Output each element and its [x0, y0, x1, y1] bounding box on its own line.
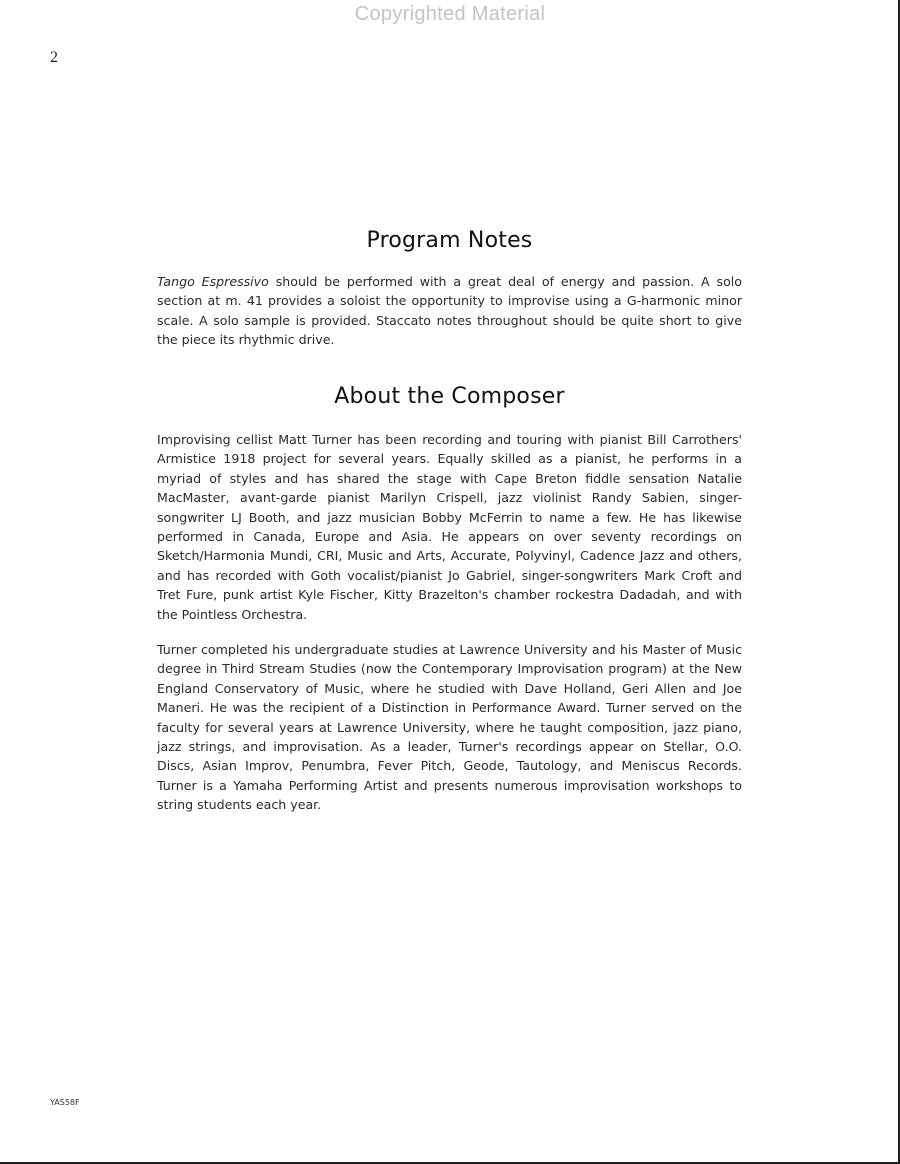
program-notes-body: should be performed with a great deal of energy and passion. A solo section at m. 41 provides a soloist the opportunity to improvise using a G-harmonic minor scale. A solo sample is provided. Staccato notes throughout should be quite short to give the piece its rhythmic drive. [157, 274, 742, 348]
piece-title: Tango Espressivo [157, 274, 269, 289]
composer-bio-paragraph-1: Improvising cellist Matt Turner has been recording and touring with pianist Bill Carrothers' Armistice 1918 project for several years. Equally skilled as a pianist, he performs in a myriad of styles and has shared the stage with Cape Breton fiddle sensation Natalie MacMaster, avant-garde pianist Marilyn Crispell, jazz violinist Randy Sabien, singer-songwriter LJ Booth, and jazz musician Bobby McFerrin to name a few. He has likewise performed in Canada, Europe and Asia. He appears on over seventy recordings on Sketch/Harmonia Mundi, CRI, Music and Arts, Accurate, Polyvinyl, Cadence Jazz and others, and has recorded with Goth vocalist/pianist Jo Gabriel, singer-songwriters Mark Croft and Tret Fure, punk artist Kyle Fischer, Kitty Brazelton's chamber rockestra Dadadah, and with the Pointless Orchestra. [157, 432, 742, 622]
copyright-watermark: Copyrighted Material [354, 3, 546, 25]
about-composer-heading: About the Composer [334, 384, 565, 409]
page-number: 2 [50, 49, 58, 66]
catalog-code: YAS58F [50, 1098, 80, 1107]
composer-bio-paragraph-2: Turner completed his undergraduate studies at Lawrence University and his Master of Music degree in Third Stream Studies (now the Contemporary Improvisation program) at the New England Conservatory of Music, where he studied with Dave Holland, Geri Allen and Joe Maneri. He was the recipient of a Distinction in Performance Award. Turner served on the faculty for several years at Lawrence University, where he taught composition, jazz piano, jazz strings, and improvisation. As a leader, Turner's recordings appear on Stellar, O.O. Discs, Asian Improv, Penumbra, Fever Pitch, Geode, Tautology, and Meniscus Records. Turner is a Yamaha Performing Artist and presents numerous improvisation workshops to string students each year. [157, 642, 742, 813]
program-notes-heading: Program Notes [366, 228, 533, 253]
program-notes-paragraph [157, 272, 742, 350]
